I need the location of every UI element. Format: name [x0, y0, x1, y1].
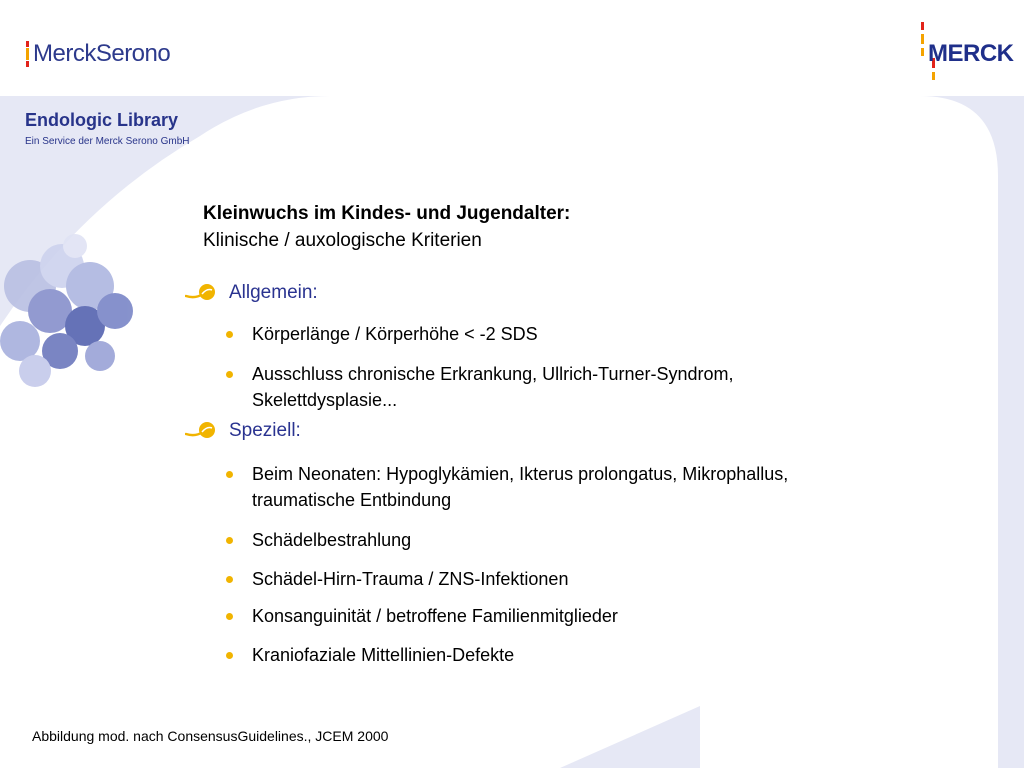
- list-item: Konsanguinität / betroffene Familienmitglieder: [226, 603, 618, 629]
- footer-citation: Abbildung mod. nach ConsensusGuidelines., JCEM 2000: [32, 728, 389, 744]
- bullet-dot-icon: [226, 652, 233, 659]
- bullet-dot-icon: [226, 331, 233, 338]
- merck-logo: [918, 22, 1014, 82]
- bullet-dot-icon: [226, 371, 233, 378]
- section-heading-allgemein: [185, 282, 318, 304]
- list-item: Kraniofaziale Mittellinien-Defekte: [226, 642, 514, 668]
- list-item: Beim Neonaten: Hypoglykämien, Ikterus prolongatus, Mikrophallus, traumatische Entbindung: [226, 461, 788, 513]
- section-label: Allgemein:: [229, 282, 318, 303]
- company-name: MerckSerono: [33, 40, 171, 67]
- slide-title-bold: Kleinwuchs im Kindes- und Jugendalter:: [203, 203, 571, 224]
- merck-serono-logo: [26, 40, 170, 68]
- library-title: Endologic Library: [25, 110, 179, 130]
- bullet-dot-icon: [226, 471, 233, 478]
- section-label: Speziell:: [229, 420, 301, 441]
- section-heading-speziell: [185, 420, 301, 442]
- bullet-dot-icon: [226, 537, 233, 544]
- list-item: Schädelbestrahlung: [226, 527, 411, 553]
- library-subtitle: Ein Service der Merck Serono GmbH: [25, 136, 190, 147]
- slide-title: [203, 200, 570, 254]
- slide-title-regular: Klinische / auxologische Kriterien: [203, 230, 482, 251]
- bullet-dot-icon: [226, 613, 233, 620]
- bullet-dot-icon: [226, 576, 233, 583]
- logo-mark-icon: [26, 41, 29, 67]
- list-item: Schädel-Hirn-Trauma / ZNS-Infektionen: [226, 566, 568, 592]
- sperm-swirl-icon: [185, 420, 217, 442]
- list-item: Ausschluss chronische Erkrankung, Ullrich-Turner-Syndrom, Skelettdysplasie...: [226, 361, 734, 413]
- list-item: Körperlänge / Körperhöhe < -2 SDS: [226, 321, 538, 347]
- parent-company-name: MERCK: [928, 40, 1014, 67]
- sperm-swirl-icon: [185, 282, 217, 304]
